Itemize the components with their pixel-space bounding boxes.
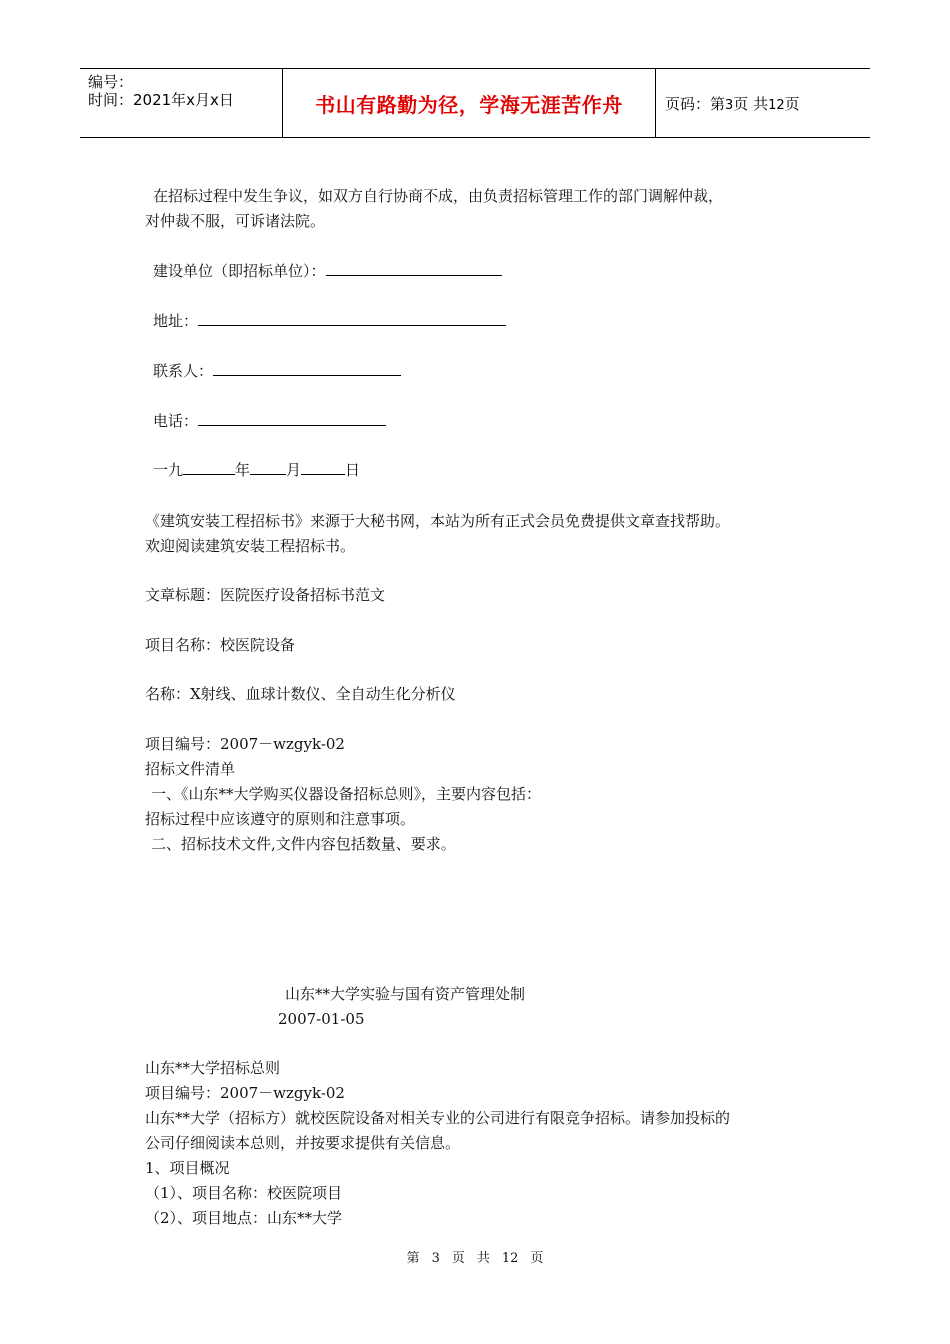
page-indicator: 页码：第3页 共12页: [665, 94, 800, 113]
phone-field[interactable]: [153, 411, 386, 431]
date-field[interactable]: [153, 460, 360, 480]
code-label: 编号：: [88, 73, 134, 91]
dispute-line-2: 对仲裁不服，可诉诸法院。: [145, 212, 326, 230]
overview-heading: 1、项目概况: [145, 1159, 230, 1177]
address-field[interactable]: [153, 311, 506, 331]
overview-item-2: （2）、项目地点：山东**大学: [145, 1209, 343, 1227]
date-prefix: 一九: [153, 461, 184, 479]
header-motto-cell: [282, 69, 656, 137]
issue-date: 2007-01-05: [278, 1010, 365, 1028]
unit-field[interactable]: [153, 261, 502, 281]
page-header: [80, 68, 870, 138]
day-label: 日: [345, 461, 361, 479]
header-page-cell: [655, 69, 870, 137]
issuer: 山东**大学实验与国有资产管理处制: [285, 985, 526, 1003]
phone-blank[interactable]: [198, 411, 386, 426]
day-blank[interactable]: [301, 460, 345, 475]
list-item-one: 一、《山东**大学购买仪器设备招标总则》，主要内容包括：: [151, 785, 542, 803]
address-blank[interactable]: [198, 311, 506, 326]
project-number-2: 项目编号：2007－wzgyk-02: [145, 1084, 345, 1102]
page-footer: 第 3 页 共 12 页: [406, 1251, 544, 1266]
month-blank[interactable]: [250, 460, 286, 475]
intro-line-2: 公司仔细阅读本总则，并按要求提供有关信息。: [145, 1134, 461, 1152]
contact-blank[interactable]: [213, 361, 401, 376]
list-item-one-detail: 招标过程中应该遵守的原则和注意事项。: [145, 810, 416, 828]
list-item-two: 二、招标技术文件,文件内容包括数量、要求。: [151, 835, 456, 853]
source-line-2: 欢迎阅读建筑安装工程招标书。: [145, 537, 356, 555]
motto-text: 书山有路勤为径，学海无涯苦作舟: [315, 92, 623, 117]
dispute-line-1: 在招标过程中发生争议，如双方自行协商不成，由负责招标管理工作的部门调解仲裁，: [153, 187, 724, 205]
intro-line-1: 山东**大学（招标方）就校医院设备对相关专业的公司进行有限竞争招标。请参加投标的: [145, 1109, 731, 1127]
contact-field[interactable]: [153, 361, 401, 381]
project-name: 项目名称：校医院设备: [145, 636, 296, 654]
equipment-name: 名称：X射线、血球计数仪、全自动生化分析仪: [145, 685, 456, 703]
document-list-title: 招标文件清单: [145, 760, 236, 778]
header-meta-cell: [80, 69, 282, 137]
contact-label: 联系人：: [153, 362, 214, 380]
address-label: 地址：: [153, 312, 199, 330]
general-title: 山东**大学招标总则: [145, 1059, 281, 1077]
year-label: 年: [235, 461, 251, 479]
month-label: 月: [286, 461, 302, 479]
unit-blank[interactable]: [326, 261, 502, 276]
year-blank[interactable]: [183, 460, 235, 475]
unit-label: 建设单位（即招标单位）：: [153, 262, 326, 280]
phone-label: 电话：: [153, 412, 199, 430]
project-number: 项目编号：2007－wzgyk-02: [145, 735, 345, 753]
overview-item-1: （1）、项目名称：校医院项目: [145, 1184, 343, 1202]
article-title: 文章标题：医院医疗设备招标书范文: [145, 586, 386, 604]
time-line: 时间：2021年x月x日: [88, 91, 234, 109]
source-line-1: 《建筑安装工程招标书》来源于大秘书网，本站为所有正式会员免费提供文章查找帮助。: [145, 512, 731, 530]
